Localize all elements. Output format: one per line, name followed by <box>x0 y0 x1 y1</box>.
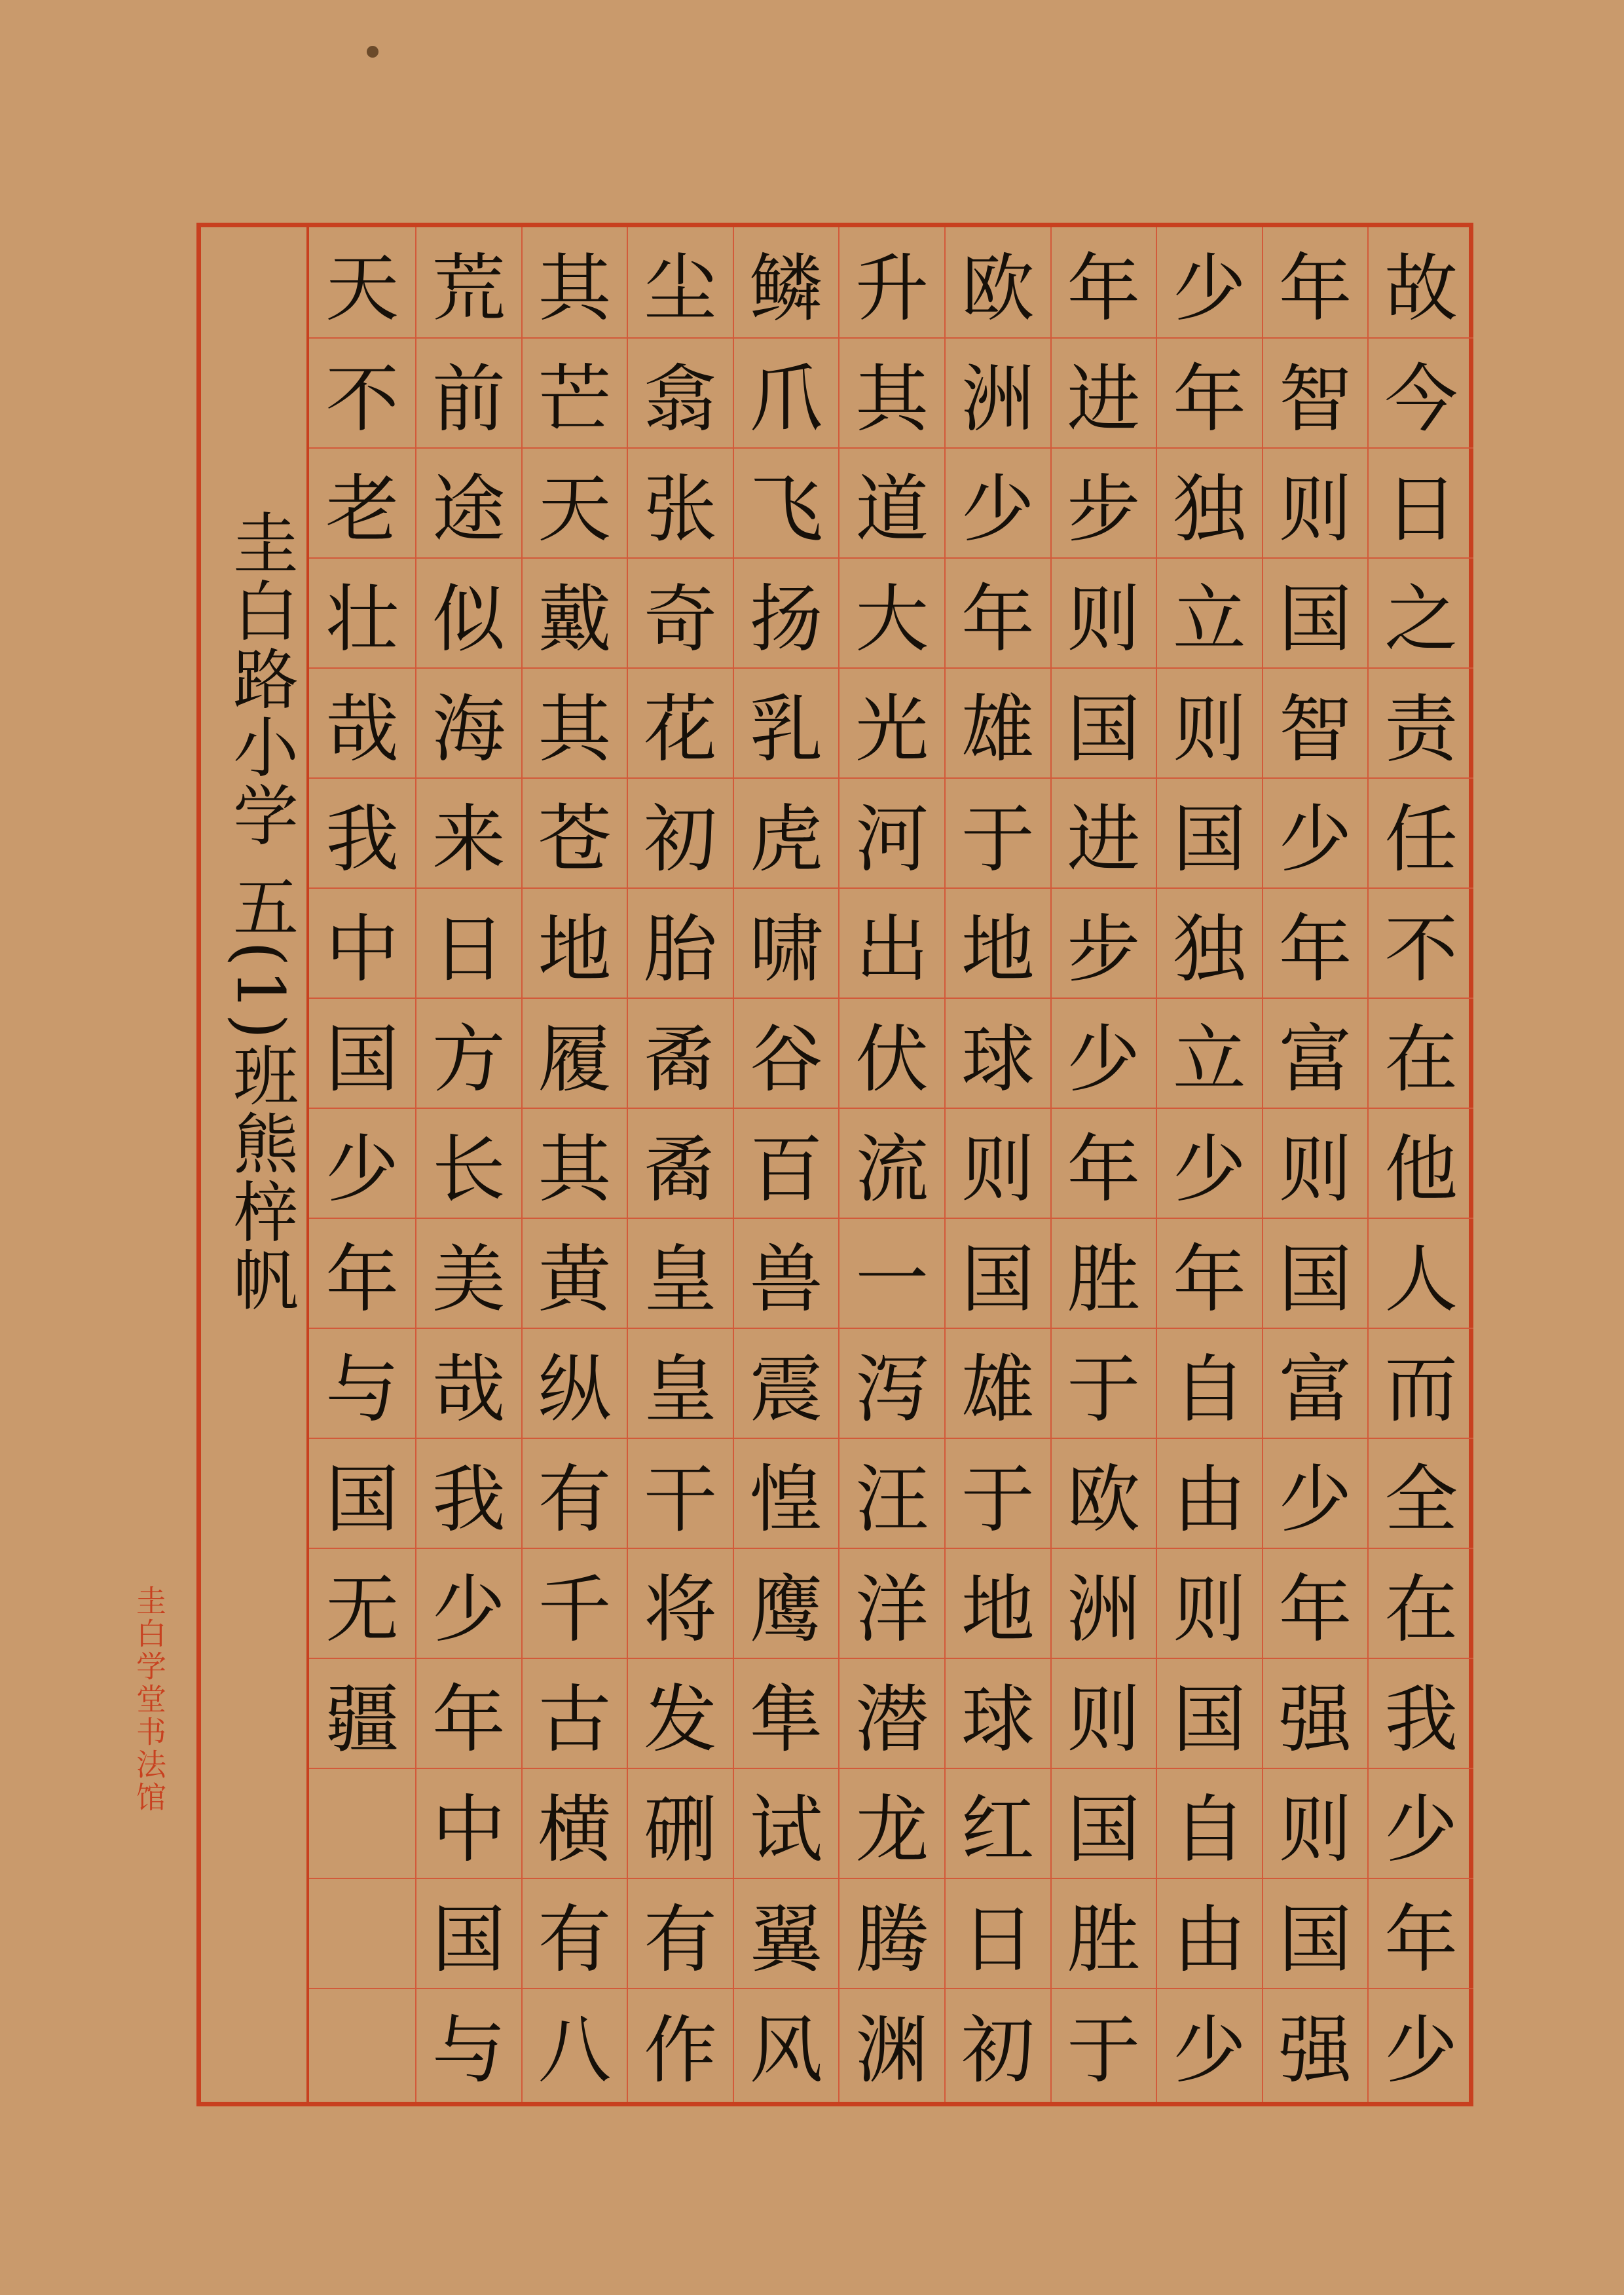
grid-cell: 于 <box>1052 1329 1156 1439</box>
grid-cell: 强 <box>1278 2007 1352 2093</box>
grid-cell: 则 <box>1263 449 1368 559</box>
grid-cell: 年 <box>1263 227 1368 339</box>
grid-cell: 与 <box>309 1329 415 1439</box>
character-grid <box>309 227 1473 2102</box>
grid-cell: 地 <box>523 889 627 999</box>
grid-cell: 立 <box>1157 559 1262 669</box>
grid-cell <box>309 1879 415 1989</box>
grid-cell: 隼 <box>734 1659 839 1769</box>
grid-cell: 其 <box>523 1109 627 1219</box>
grid-cell: 鳞 <box>734 227 839 339</box>
grid-cell: 啸 <box>734 889 839 999</box>
grid-cell: 震 <box>734 1329 839 1439</box>
grid-column <box>627 227 733 2102</box>
grid-cell: 少 <box>1157 1109 1262 1219</box>
grid-cell: 不 <box>1369 889 1473 999</box>
grid-cell: 则 <box>1052 559 1156 669</box>
grid-cell: 在 <box>1369 999 1473 1109</box>
grid-cell: 尘 <box>628 227 733 339</box>
grid-cell: 与 <box>432 2007 506 2093</box>
grid-cell: 大 <box>840 559 944 669</box>
grid-cell: 任 <box>1369 779 1473 889</box>
grid-cell: 纵 <box>523 1329 627 1439</box>
grid-cell: 鹰 <box>734 1549 839 1659</box>
grid-cell: 美 <box>416 1219 521 1329</box>
grid-cell: 故 <box>1369 227 1473 339</box>
grid-cell: 独 <box>1157 889 1262 999</box>
grid-cell: 国 <box>1052 669 1156 779</box>
grid-cell: 有 <box>523 1879 627 1989</box>
grid-cell: 疆 <box>309 1659 415 1769</box>
grid-cell: 年 <box>309 1219 415 1329</box>
grid-cell: 步 <box>1052 449 1156 559</box>
grid-cell: 来 <box>416 779 521 889</box>
grid-cell: 惶 <box>734 1439 839 1549</box>
grid-cell: 由 <box>1157 1439 1262 1549</box>
grid-cell: 升 <box>840 227 944 339</box>
grid-cell: 于 <box>946 779 1050 889</box>
grid-cell: 谷 <box>734 999 839 1109</box>
grid-cell: 一 <box>840 1219 944 1329</box>
grid-cell: 皇 <box>628 1219 733 1329</box>
grid-cell: 国 <box>1263 1879 1368 1989</box>
calligraphy-grid-frame <box>196 223 1473 2106</box>
signature-column <box>201 227 309 2102</box>
grid-cell: 我 <box>309 779 415 889</box>
grid-cell: 芒 <box>523 339 627 449</box>
grid-cell: 于 <box>946 1439 1050 1549</box>
grid-cell <box>309 1769 415 1879</box>
grid-cell: 则 <box>1157 669 1262 779</box>
grid-cell: 智 <box>1263 669 1368 779</box>
grid-cell: 爪 <box>734 339 839 449</box>
grid-cell: 河 <box>840 779 944 889</box>
grid-column <box>1367 227 1473 2102</box>
grid-cell: 地 <box>946 889 1050 999</box>
grid-cell: 戴 <box>523 559 627 669</box>
grid-cell: 老 <box>309 449 415 559</box>
grid-cell: 道 <box>840 449 944 559</box>
grid-cell: 洋 <box>840 1549 944 1659</box>
grid-cell: 其 <box>523 669 627 779</box>
grid-cell: 胜 <box>1052 1879 1156 1989</box>
grid-cell: 年 <box>1157 339 1262 449</box>
grid-cell: 其 <box>523 227 627 339</box>
grid-cell: 有 <box>523 1439 627 1549</box>
grid-column <box>415 227 521 2102</box>
grid-cell: 长 <box>416 1109 521 1219</box>
grid-cell: 少 <box>309 1109 415 1219</box>
grid-cell: 干 <box>628 1439 733 1549</box>
grid-cell: 腾 <box>840 1879 944 1989</box>
grid-cell: 则 <box>1263 1769 1368 1879</box>
grid-cell: 虎 <box>734 779 839 889</box>
grid-cell: 国 <box>309 999 415 1109</box>
grid-cell: 进 <box>1052 779 1156 889</box>
grid-column <box>309 227 415 2102</box>
grid-cell: 少 <box>1173 2007 1247 2093</box>
grid-cell: 自 <box>1157 1329 1262 1439</box>
grid-cell: 壮 <box>309 559 415 669</box>
grid-cell: 国 <box>1157 1659 1262 1769</box>
grid-cell: 花 <box>628 669 733 779</box>
grid-cell: 荒 <box>416 227 521 339</box>
grid-cell: 由 <box>1157 1879 1262 1989</box>
grid-cell: 中 <box>416 1769 521 1879</box>
grid-cell: 年 <box>1263 1549 1368 1659</box>
grid-cell: 矞 <box>628 999 733 1109</box>
grid-cell: 进 <box>1052 339 1156 449</box>
grid-cell: 他 <box>1369 1109 1473 1219</box>
grid-cell: 红 <box>946 1769 1050 1879</box>
grid-cell: 泻 <box>840 1329 944 1439</box>
grid-cell: 光 <box>840 669 944 779</box>
grid-cell: 翕 <box>628 339 733 449</box>
grid-cell: 独 <box>1157 449 1262 559</box>
grid-cell: 流 <box>840 1109 944 1219</box>
grid-cell: 少 <box>1052 999 1156 1109</box>
grid-cell: 今 <box>1369 339 1473 449</box>
grid-cell: 将 <box>628 1549 733 1659</box>
grid-cell: 则 <box>1263 1109 1368 1219</box>
grid-cell: 苍 <box>523 779 627 889</box>
grid-cell: 作 <box>644 2007 718 2093</box>
grid-cell: 洲 <box>1052 1549 1156 1659</box>
grid-cell: 初 <box>961 2007 1035 2093</box>
grid-cell: 哉 <box>309 669 415 779</box>
grid-column <box>944 227 1050 2102</box>
grid-cell: 富 <box>1263 999 1368 1109</box>
grid-cell: 扬 <box>734 559 839 669</box>
grid-cell: 国 <box>1157 779 1262 889</box>
grid-cell: 人 <box>1369 1219 1473 1329</box>
grid-cell: 古 <box>523 1659 627 1769</box>
grid-cell: 矞 <box>628 1109 733 1219</box>
grid-cell: 国 <box>1052 1769 1156 1879</box>
grid-cell: 兽 <box>734 1219 839 1329</box>
grid-cell: 少 <box>1384 2007 1458 2093</box>
grid-cell: 国 <box>946 1219 1050 1329</box>
grid-column <box>1156 227 1262 2102</box>
grid-cell: 地 <box>946 1549 1050 1659</box>
grid-cell: 则 <box>1157 1549 1262 1659</box>
grid-cell: 汪 <box>840 1439 944 1549</box>
grid-cell: 国 <box>416 1879 521 1989</box>
grid-cell: 龙 <box>840 1769 944 1879</box>
grid-cell: 试 <box>734 1769 839 1879</box>
grid-cell: 途 <box>416 449 521 559</box>
grid-cell: 智 <box>1263 339 1368 449</box>
grid-cell: 胎 <box>628 889 733 999</box>
grid-cell: 翼 <box>734 1879 839 1989</box>
grid-cell: 飞 <box>734 449 839 559</box>
grid-cell: 于 <box>1067 2007 1141 2093</box>
grid-cell: 立 <box>1157 999 1262 1109</box>
grid-cell: 其 <box>840 339 944 449</box>
grid-cell: 欧 <box>946 227 1050 339</box>
grid-cell: 责 <box>1369 669 1473 779</box>
grid-cell: 少 <box>1157 227 1262 339</box>
grid-cell: 有 <box>628 1879 733 1989</box>
grid-cell: 少 <box>1263 1439 1368 1549</box>
grid-cell: 年 <box>946 559 1050 669</box>
grid-cell: 欧 <box>1052 1439 1156 1549</box>
grid-cell: 国 <box>1263 1219 1368 1329</box>
grid-cell: 天 <box>523 449 627 559</box>
grid-cell: 潜 <box>840 1659 944 1769</box>
grid-cell: 无 <box>309 1549 415 1659</box>
grid-cell: 黄 <box>523 1219 627 1329</box>
grid-cell: 之 <box>1369 559 1473 669</box>
grid-cell: 哉 <box>416 1329 521 1439</box>
grid-cell: 初 <box>628 779 733 889</box>
grid-cell: 年 <box>1052 1109 1156 1219</box>
grid-cell: 步 <box>1052 889 1156 999</box>
grid-cell: 皇 <box>628 1329 733 1439</box>
grid-cell: 我 <box>1369 1659 1473 1769</box>
grid-cell: 少 <box>1263 779 1368 889</box>
grid-cell: 在 <box>1369 1549 1473 1659</box>
grid-cell: 雄 <box>946 669 1050 779</box>
grid-cell: 前 <box>416 339 521 449</box>
grid-cell: 奇 <box>628 559 733 669</box>
grid-cell: 则 <box>946 1109 1050 1219</box>
grid-cell: 年 <box>1369 1879 1473 1989</box>
grid-cell: 海 <box>416 669 521 779</box>
grid-cell: 百 <box>734 1109 839 1219</box>
grid-cell: 方 <box>416 999 521 1109</box>
grid-cell: 少 <box>1369 1769 1473 1879</box>
grid-cell: 天 <box>309 227 415 339</box>
grid-column <box>838 227 944 2102</box>
grid-cell: 不 <box>309 339 415 449</box>
grid-cell: 年 <box>416 1659 521 1769</box>
grid-cell: 出 <box>840 889 944 999</box>
grid-cell: 横 <box>523 1769 627 1879</box>
grid-cell: 硎 <box>628 1769 733 1879</box>
grid-cell: 日 <box>1369 449 1473 559</box>
grid-cell: 八 <box>538 2007 612 2093</box>
grid-cell <box>309 1989 415 2099</box>
grid-cell: 风 <box>749 2007 823 2093</box>
grid-cell: 日 <box>946 1879 1050 1989</box>
grid-column <box>1262 227 1368 2102</box>
grid-cell: 富 <box>1263 1329 1368 1439</box>
grid-cell: 全 <box>1369 1439 1473 1549</box>
signature-text: 圭白路小学 五(1)班熊梓帆 <box>222 509 299 1315</box>
grid-cell: 年 <box>1052 227 1156 339</box>
grid-cell: 自 <box>1157 1769 1262 1879</box>
grid-cell: 中 <box>309 889 415 999</box>
grid-cell: 国 <box>309 1439 415 1549</box>
grid-cell: 伏 <box>840 999 944 1109</box>
grid-cell: 雄 <box>946 1329 1050 1439</box>
paper-speck <box>367 46 378 58</box>
grid-cell: 乳 <box>734 669 839 779</box>
grid-cell: 我 <box>416 1439 521 1549</box>
grid-cell: 则 <box>1052 1659 1156 1769</box>
grid-cell: 履 <box>523 999 627 1109</box>
grid-column <box>521 227 627 2102</box>
grid-cell: 少 <box>946 449 1050 559</box>
grid-cell: 年 <box>1157 1219 1262 1329</box>
grid-cell: 少 <box>416 1549 521 1659</box>
grid-cell: 渊 <box>855 2007 929 2093</box>
studio-seal-text: 圭白学堂书法馆 <box>132 1585 167 1814</box>
grid-cell: 张 <box>628 449 733 559</box>
grid-cell: 发 <box>628 1659 733 1769</box>
grid-cell: 国 <box>1263 559 1368 669</box>
grid-cell: 洲 <box>946 339 1050 449</box>
grid-cell: 千 <box>523 1549 627 1659</box>
grid-cell: 而 <box>1369 1329 1473 1439</box>
grid-column <box>733 227 839 2102</box>
grid-cell: 球 <box>946 1659 1050 1769</box>
grid-column <box>1050 227 1156 2102</box>
grid-cell: 球 <box>946 999 1050 1109</box>
grid-cell: 日 <box>416 889 521 999</box>
grid-cell: 年 <box>1263 889 1368 999</box>
grid-cell: 似 <box>416 559 521 669</box>
grid-cell: 胜 <box>1052 1219 1156 1329</box>
grid-cell: 强 <box>1263 1659 1368 1769</box>
